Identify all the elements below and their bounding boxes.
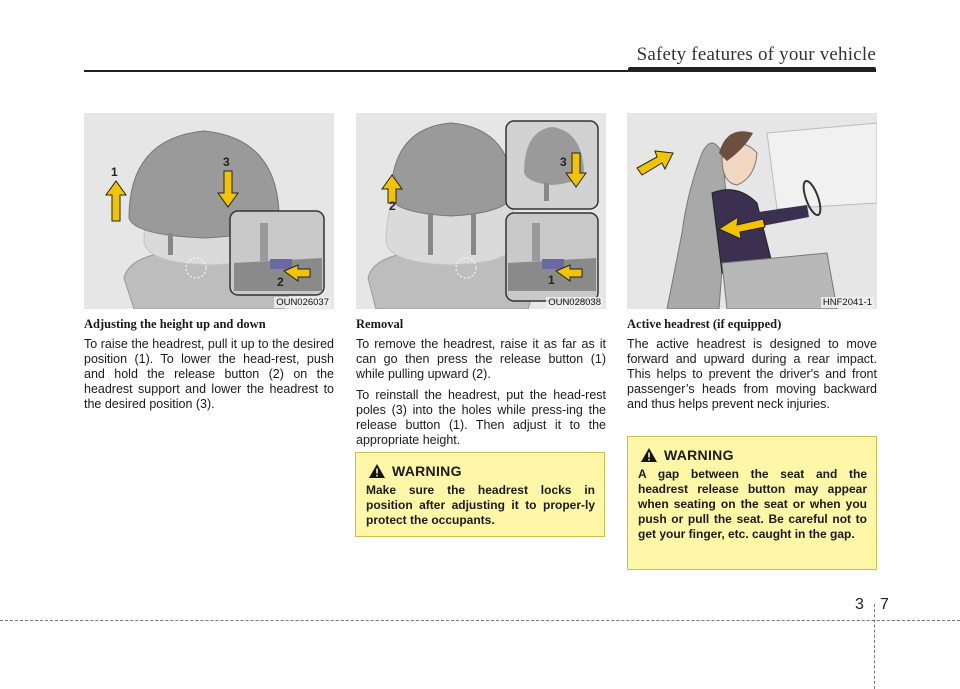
figure-code: OUN028038: [548, 297, 601, 308]
footer-rule: [0, 620, 960, 621]
header-rule-accent: [628, 67, 876, 72]
headrest-adjust-illustration: [84, 113, 334, 309]
paragraph: The active headrest is designed to move forward and upward during a rear impact. This helps to prevent the driver's and front passenger’s heads from moving backward and thus helps prevent neck injuries.: [627, 337, 877, 411]
page-divider: [874, 604, 875, 689]
warning-title: WARNING: [392, 463, 462, 479]
warning-text: Make sure the headrest locks in position after adjusting it to proper-ly protect the occupants.: [366, 483, 595, 527]
callout-1: 1: [111, 165, 118, 179]
section-heading: Removal: [356, 317, 404, 331]
section-heading: Adjusting the height up and down: [84, 317, 266, 331]
paragraph: To remove the headrest, raise it as far as it can go then press the release button (1) while pulling upward (2).: [356, 337, 606, 381]
callout-3: 3: [560, 155, 567, 169]
warning-triangle-icon: [640, 447, 658, 463]
column-active-headrest: [627, 317, 877, 418]
figure-code: HNF2041-1: [822, 297, 872, 308]
callout-2: 2: [389, 199, 396, 213]
warning-box-gap: [627, 436, 877, 570]
chapter-number: 3: [855, 596, 864, 613]
figure-headrest-adjust: [84, 113, 334, 309]
section-heading: Active headrest (if equipped): [627, 317, 782, 331]
warning-title: WARNING: [664, 447, 734, 463]
paragraph: To reinstall the headrest, put the head-rest poles (3) into the holes while press-ing the release button (1). Then adjust it to the appropriate height.: [356, 388, 606, 447]
active-headrest-illustration: [627, 113, 877, 309]
warning-triangle-icon: [368, 463, 386, 479]
warning-box-lock: [355, 452, 605, 537]
callout-3: 3: [223, 155, 230, 169]
paragraph: To raise the headrest, pull it up to the desired position (1). To lower the head-rest, push and hold the release button (2) on the headrest support and lower the headrest to the desired position (3).: [84, 337, 334, 411]
figure-active-headrest: [627, 113, 877, 309]
figure-code: OUN026037: [276, 297, 329, 308]
figure-headrest-removal: [356, 113, 606, 309]
callout-2: 2: [277, 275, 284, 289]
warning-text: A gap between the seat and the headrest release button may appear when seating on the seat or when you push or pull the seat. Be careful not to get your finger, etc. caught in the gap.: [638, 467, 867, 541]
page-header-title: Safety features of your vehicle: [636, 44, 876, 65]
callout-1: 1: [548, 273, 555, 287]
column-adjust-height: [84, 317, 334, 418]
column-removal: [356, 317, 606, 454]
page-number: 7: [880, 596, 889, 613]
